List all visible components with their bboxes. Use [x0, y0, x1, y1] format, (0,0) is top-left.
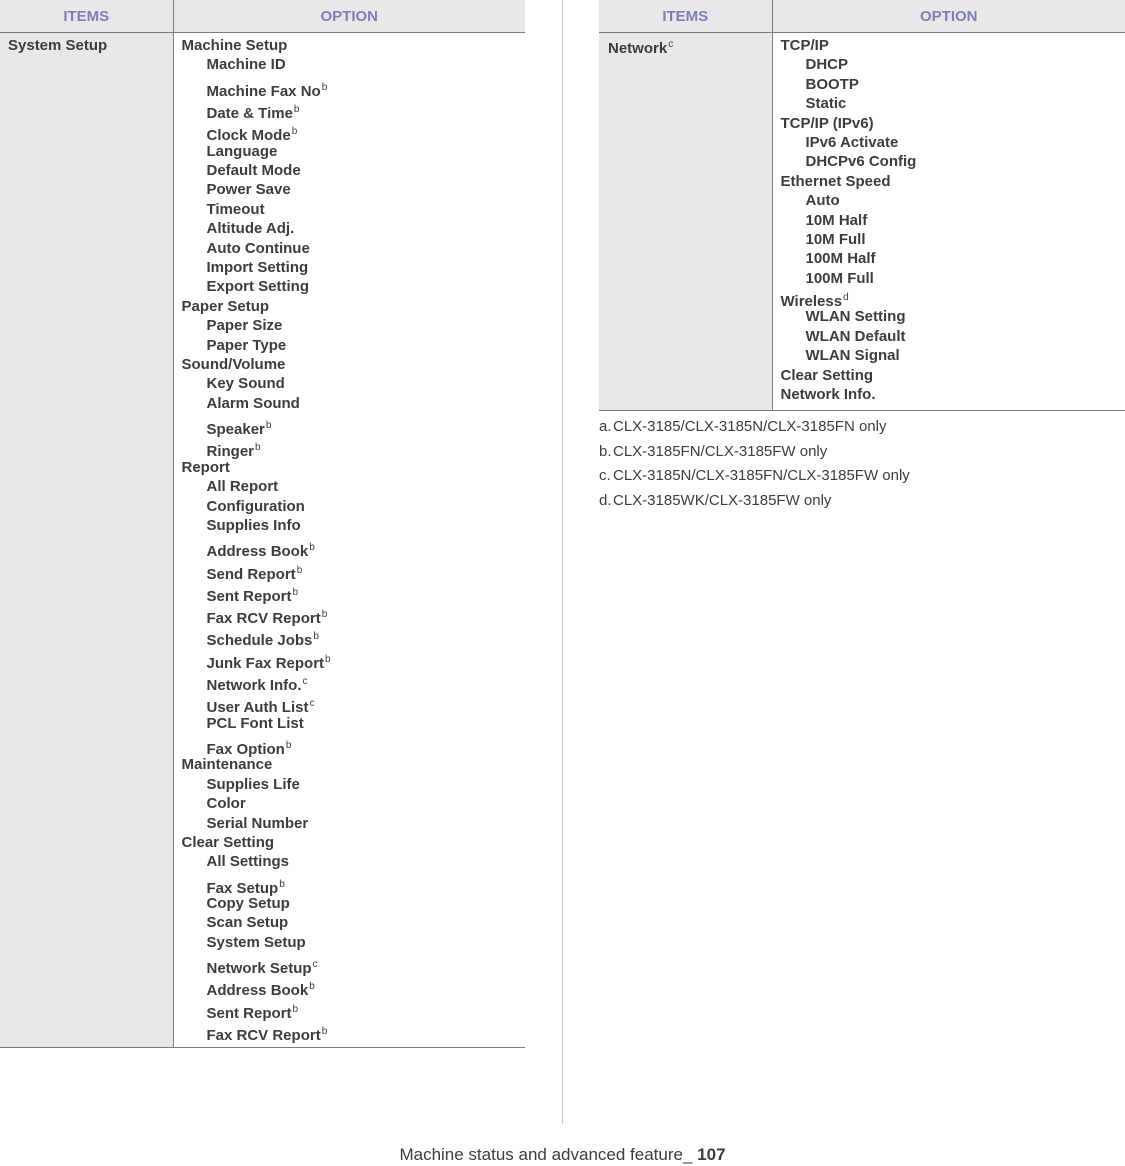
right-option-list	[773, 33, 1125, 410]
option-item	[781, 327, 1125, 346]
left-options-table	[0, 0, 525, 1048]
option-item	[182, 239, 526, 258]
footnote-mark: b	[279, 878, 285, 890]
option-label: Altitude Adj.	[206, 220, 295, 238]
option-label: Machine Fax No	[206, 82, 321, 100]
option-label: Date & Time	[206, 105, 293, 123]
footnote-mark: c	[309, 698, 315, 710]
option-label: IPv6 Activate	[805, 133, 899, 151]
option-label: System Setup	[206, 933, 306, 951]
option-item	[182, 624, 526, 650]
option-label: Paper Type	[206, 336, 287, 354]
option-group-heading	[780, 288, 1125, 311]
option-label: Address Book	[206, 543, 309, 561]
option-item	[182, 997, 526, 1022]
option-label: Auto	[805, 192, 840, 210]
footnote-text: CLX-3185WK/CLX-3185FW only	[613, 491, 832, 509]
option-item	[182, 535, 526, 561]
option-item	[182, 55, 526, 74]
option-item	[182, 435, 526, 461]
right-table-row	[599, 33, 1125, 411]
footnote-mark: b	[265, 420, 272, 432]
item-label-text: Network	[608, 40, 668, 57]
option-item	[781, 269, 1125, 288]
footnote-mark: b	[321, 81, 328, 93]
option-item	[182, 477, 526, 496]
option-item	[781, 346, 1125, 365]
option-label: Fax Setup	[206, 879, 279, 897]
option-group-heading	[182, 297, 526, 316]
option-item	[182, 852, 526, 871]
option-item	[781, 94, 1125, 113]
option-label: 100M Half	[805, 250, 876, 268]
option-item	[182, 258, 526, 277]
option-item	[182, 952, 526, 978]
item-label-network	[599, 33, 772, 57]
option-label: Send Report	[206, 565, 296, 583]
option-item	[182, 733, 526, 759]
option-label: Wireless	[780, 293, 843, 311]
option-group-heading	[781, 172, 1125, 191]
option-label: Configuration	[206, 497, 305, 515]
option-item	[182, 219, 526, 238]
option-label: PCL Font List	[206, 714, 304, 732]
option-label: WLAN Default	[805, 327, 906, 345]
option-label: Alarm Sound	[206, 394, 300, 412]
option-item	[781, 191, 1125, 210]
option-item	[182, 200, 526, 219]
left-table-row	[0, 33, 525, 1048]
left-item-cell	[0, 33, 173, 1048]
footnote-mark: b	[293, 104, 300, 116]
option-label: Machine Setup	[181, 37, 288, 54]
footnote-mark: b	[321, 609, 328, 621]
right-option-cell	[772, 33, 1125, 411]
option-group-heading	[781, 114, 1125, 133]
option-item	[781, 152, 1125, 171]
footnote-mark: c	[312, 959, 318, 971]
footnote-text: CLX-3185/CLX-3185N/CLX-3185FN only	[613, 418, 887, 435]
option-label: Default Mode	[206, 162, 301, 180]
footnote-letter: b.	[599, 442, 612, 460]
option-label: Paper Setup	[181, 297, 270, 315]
option-label: Supplies Info	[206, 516, 301, 534]
footnote-mark: b	[321, 1026, 328, 1038]
item-label-system-setup: System Setup	[8, 37, 108, 54]
option-item	[781, 55, 1125, 74]
footnote-text: CLX-3185FN/CLX-3185FW only	[613, 442, 828, 460]
option-item	[182, 669, 526, 695]
option-item	[182, 119, 526, 145]
left-table-header-row	[0, 0, 525, 33]
option-label: Paper Size	[206, 317, 283, 335]
option-item	[182, 933, 526, 952]
option-label: Power Save	[206, 181, 291, 199]
left-option-list	[174, 33, 526, 1047]
option-label: Ethernet Speed	[780, 172, 891, 190]
footnote-mark: b	[296, 564, 303, 576]
page-number: 107	[697, 1145, 726, 1164]
option-label: 10M Full	[805, 230, 866, 248]
footnote-mark: b	[309, 542, 315, 554]
option-item	[182, 602, 526, 628]
option-label: Speaker	[206, 421, 265, 439]
right-options-table	[599, 0, 1125, 411]
footnote	[599, 464, 910, 489]
option-item	[182, 913, 526, 932]
column-divider	[562, 0, 563, 1124]
option-label: Static	[805, 95, 847, 113]
option-label: Clear Setting	[181, 833, 275, 851]
option-group-heading	[182, 355, 526, 374]
right-item-cell	[599, 33, 772, 411]
option-label: 10M Half	[805, 211, 868, 229]
footnote-letter: c.	[599, 467, 611, 485]
option-label: Language	[206, 142, 278, 160]
option-item	[781, 249, 1125, 268]
option-label: Junk Fax Report	[206, 654, 325, 672]
footnote-mark: b	[255, 442, 261, 454]
option-label: Scan Setup	[206, 914, 289, 932]
option-label: DHCPv6 Config	[805, 153, 917, 171]
option-item	[781, 75, 1125, 94]
option-item	[182, 775, 526, 794]
right-header-items: ITEMS	[599, 0, 772, 33]
item-label-footnote-mark: c	[668, 39, 674, 50]
option-group-heading	[781, 385, 1125, 404]
option-item	[182, 974, 526, 1000]
option-label: All Settings	[206, 853, 290, 871]
option-label: Address Book	[206, 982, 309, 1000]
footnote-mark: b	[291, 126, 298, 138]
option-label: Network Setup	[206, 960, 312, 978]
option-item	[182, 277, 526, 296]
option-label: TCP/IP	[780, 37, 829, 54]
option-item	[781, 307, 1125, 326]
option-item	[182, 647, 526, 672]
option-item	[182, 497, 526, 516]
option-label: Export Setting	[206, 278, 310, 296]
option-item	[781, 230, 1125, 249]
option-item	[182, 1019, 526, 1045]
left-header-option: OPTION	[173, 0, 525, 33]
right-header-option: OPTION	[772, 0, 1125, 33]
option-item	[182, 714, 526, 733]
footnote-mark: c	[302, 676, 308, 688]
option-group-heading	[182, 755, 526, 774]
right-table-header-row	[599, 0, 1125, 33]
option-label: Maintenance	[181, 756, 273, 774]
option-label: Fax Option	[206, 741, 285, 759]
option-item	[182, 142, 526, 161]
option-label: Report	[181, 458, 230, 476]
option-group-heading	[182, 833, 526, 852]
option-item	[182, 316, 526, 335]
option-item	[182, 814, 526, 833]
footnote-mark: b	[292, 586, 299, 598]
option-group-heading	[182, 36, 526, 55]
option-label: Fax RCV Report	[206, 610, 321, 628]
option-label: Network Info.	[780, 386, 876, 404]
option-item	[182, 161, 526, 180]
option-item	[182, 691, 526, 717]
option-label: Key Sound	[206, 375, 285, 393]
option-item	[781, 211, 1125, 230]
footnote-mark: b	[292, 1003, 299, 1015]
option-item	[781, 133, 1125, 152]
option-item	[182, 794, 526, 813]
option-label: Schedule Jobs	[206, 632, 313, 650]
option-item	[182, 872, 526, 897]
footnote-letter: d.	[599, 491, 612, 509]
footnote-letter: a.	[599, 418, 612, 435]
option-item	[182, 75, 526, 100]
footnote-text: CLX-3185N/CLX-3185FN/CLX-3185FW only	[613, 467, 910, 485]
option-label: Copy Setup	[206, 895, 290, 912]
option-label: Ringer	[206, 443, 255, 461]
option-label: BOOTP	[805, 75, 859, 93]
footnote-mark: b	[325, 653, 331, 665]
option-item	[182, 394, 526, 413]
option-label: Timeout	[206, 200, 265, 218]
option-label: WLAN Setting	[805, 308, 906, 326]
left-option-cell	[173, 33, 525, 1048]
option-label: DHCP	[805, 56, 849, 74]
option-label: Clear Setting	[780, 366, 874, 384]
option-label: 100M Full	[805, 269, 874, 287]
option-label: Sent Report	[206, 1004, 292, 1022]
option-label: WLAN Signal	[805, 347, 900, 365]
option-item	[182, 374, 526, 393]
footnote-mark: b	[285, 740, 292, 752]
footnote-mark: b	[313, 631, 319, 643]
footer-text: Machine status and advanced feature_	[399, 1145, 698, 1164]
page-footer	[0, 1145, 1125, 1165]
option-label: TCP/IP (IPv6)	[780, 114, 874, 132]
option-label: Machine ID	[206, 56, 286, 74]
option-item	[182, 894, 526, 913]
option-label: All Report	[206, 478, 279, 496]
left-header-items: ITEMS	[0, 0, 173, 33]
option-group-heading	[781, 366, 1125, 385]
option-label: Import Setting	[206, 259, 309, 277]
footnote	[599, 440, 910, 465]
option-label: Sent Report	[206, 587, 292, 605]
option-label: User Auth List	[206, 699, 309, 717]
footnote	[599, 415, 910, 440]
footnote-list	[599, 415, 910, 513]
option-label: Auto Continue	[206, 239, 310, 257]
footnote	[599, 489, 910, 514]
option-item	[182, 336, 526, 355]
option-item	[182, 558, 526, 583]
option-group-heading	[182, 458, 526, 477]
option-item	[182, 97, 526, 123]
option-label: Fax RCV Report	[206, 1027, 321, 1045]
option-item	[182, 413, 526, 439]
option-label: Serial Number	[206, 814, 309, 832]
option-label: Clock Mode	[206, 127, 291, 145]
option-label: Supplies Life	[206, 775, 300, 793]
option-item	[182, 516, 526, 535]
option-label: Sound/Volume	[181, 355, 286, 373]
footnote-mark: d	[843, 292, 849, 304]
footnote-mark: b	[309, 981, 315, 993]
option-group-heading	[781, 36, 1125, 55]
option-item	[182, 580, 526, 605]
option-item	[182, 180, 526, 199]
option-label: Color	[206, 795, 246, 813]
option-label: Network Info.	[206, 677, 302, 695]
